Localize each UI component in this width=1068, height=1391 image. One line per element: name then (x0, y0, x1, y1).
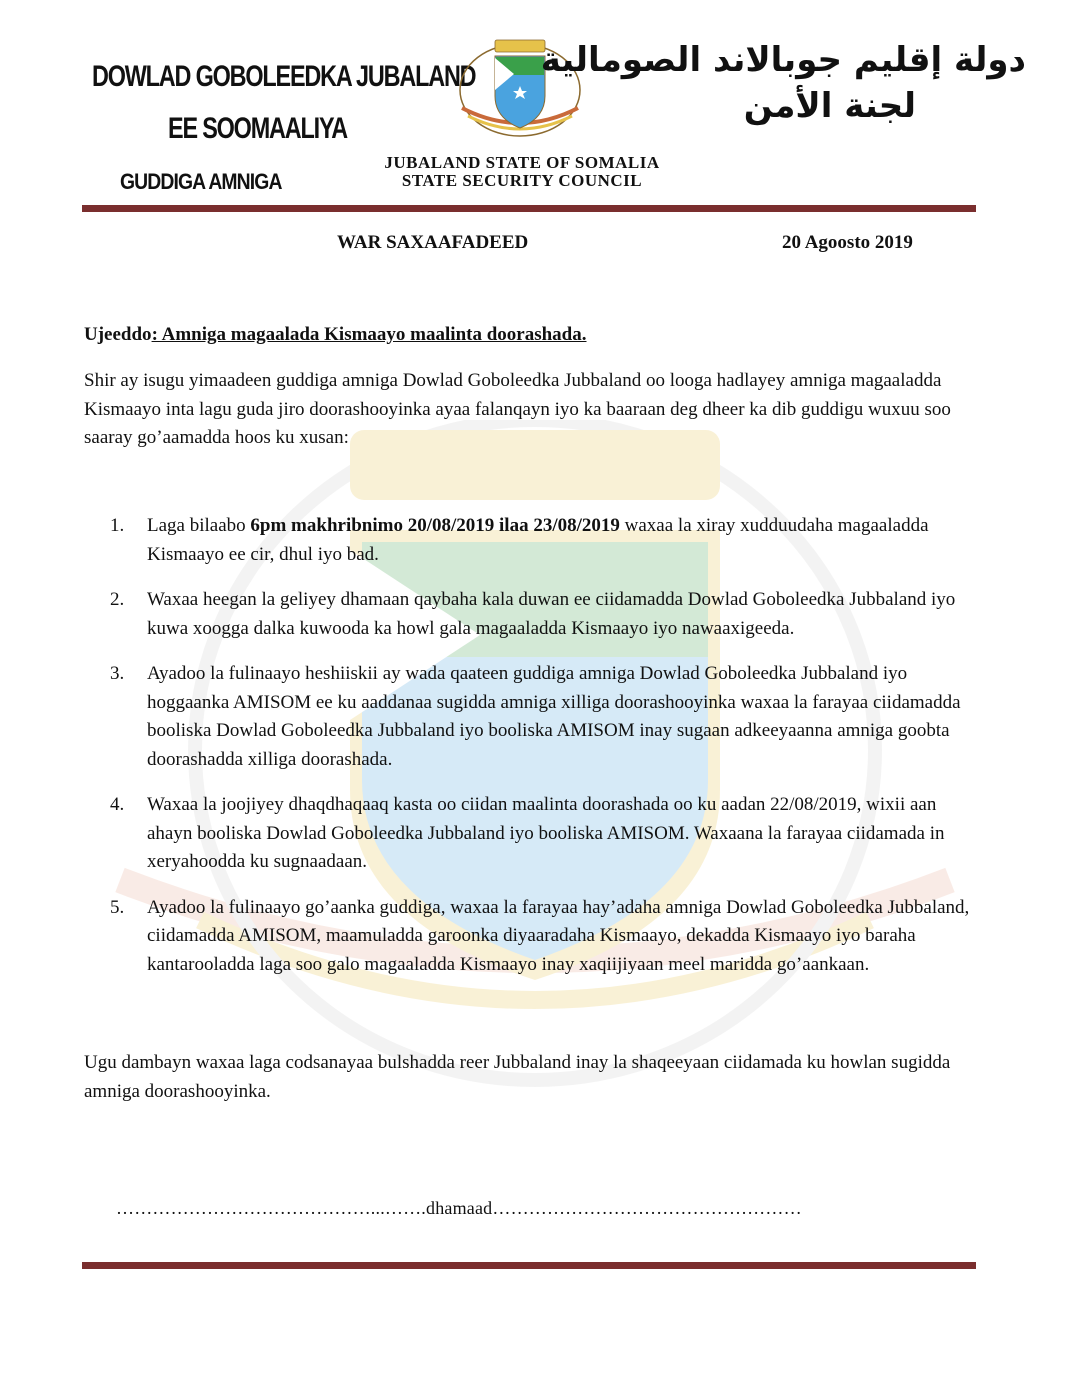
top-divider (82, 205, 976, 212)
header-arabic-line2: لجنة الأمن (743, 86, 916, 126)
list-item-number: 1. (110, 515, 125, 536)
subject-label: Ujeeddo (84, 324, 152, 345)
header-english-line1: JUBALAND STATE OF SOMALIA (384, 153, 660, 172)
header-english-line2: STATE SECURITY COUNCIL (401, 171, 643, 190)
press-release-date: 20 Agoosto 2019 (782, 232, 913, 253)
header-left-line1: DOWLAD GOBOLEEDKA JUBALAND (92, 60, 476, 93)
closing-paragraph: Ugu dambayn waxaa laga codsanayaa bulshadda reer Jubbaland inay la shaqeeyaan ciidamada ku howlan sugidda amniga doorashooyinka. (84, 1052, 951, 1102)
header-arabic-line1: دولة إقليم جوبالاند الصومالية (540, 40, 1026, 80)
list-item (110, 660, 970, 774)
list-item-text-pre: Laga bilaabo (147, 515, 251, 536)
intro-paragraph: Shir ay isugu yimaadeen guddiga amniga Dowlad Goboleedka Jubbaland oo looga hadlayey amniga magaaladda Kismaayo inta lagu guda jiro doorashooyinka ayaa falanqayn iyo ka baaraan deg dheer ka dib guddigu wuxuu soo saaray go’aamadda hoos ku xusan: (84, 370, 951, 448)
subject-text: : Amniga magaalada Kismaayo maalinta doorashada. (151, 324, 587, 345)
press-release-label: WAR SAXAAFADEED (337, 232, 529, 253)
subject-line (84, 324, 587, 346)
end-marker: ……………………………………...…….dhamaad…………………………………………… (116, 1198, 802, 1218)
list-item (110, 791, 970, 877)
list-item-text-post: waxaa la xiray xudduudaha magaaladda Kismaayo ee cir, dhul iyo bad. (147, 515, 929, 565)
header-english-block (352, 154, 692, 190)
list-item-text-pre: Waxaa heegan la geliyey dhamaan qaybaha kala duwan ee ciidamadda Dowlad Goboleedka Jubbaland iyo kuwa xoogga dalka kuwooda ka howl gala magaaladda Kismaayo iyo nawaaxigeeda. (147, 589, 956, 639)
header-left-line3: GUDDIGA AMNIGA (120, 169, 282, 194)
list-item (110, 894, 970, 980)
list-item (110, 512, 970, 569)
list-item-text-bold: 6pm makhribnimo 20/08/2019 ilaa 23/08/2019 (250, 515, 620, 536)
list-item-text-pre: Waxaa la joojiyey dhaqdhaqaaq kasta oo ciidan maalinta doorashada oo ku aadan 22/08/2019, wixii aan ahayn booliska Dowlad Goboleedka Jubbaland iyo booliska AMISOM. Waxaana la farayaa ciidamada in xeryahoodda ku sugnaadaan. (147, 794, 945, 872)
list-item-number: 3. (110, 663, 125, 684)
list-item-number: 5. (110, 896, 125, 918)
list-item-number: 2. (110, 589, 125, 610)
list-item-text-pre: Ayadoo la fulinaayo heshiiskii ay wada qaateen guddiga amniga Dowlad Goboleedka Jubbaland iyo hoggaanka AMISOM ee ku aaddanaa sugidda amniga xilliga doorashooyinka waxaa la farayaa ciidamadda booliska Dowlad Goboleedka Jubbaland iyo booliska AMISOM inay sugaan adkeeyaanna amniga goobta doorashadda xilliga doorashada. (147, 663, 961, 770)
decisions-list (110, 512, 970, 996)
list-item-text-pre: Ayadoo la fulinaayo go’aanka guddiga, waxaa la farayaa hay’adaha amniga Dowlad Goboleedka Jubbaland, ciidamadda AMISOM, maamuladda garoonka diyaaradaha Kismaayo, dekadda Kismaayo iyo baraha kantarooladda laga soo galo magaaladda Kismaayo inay xaqiijiyaan meel maridda go’aankaan. (147, 896, 970, 975)
bottom-divider (82, 1262, 976, 1269)
list-item (110, 586, 970, 643)
list-item-number: 4. (110, 794, 125, 815)
header-left-line2: EE SOOMAALIYA (168, 112, 347, 145)
